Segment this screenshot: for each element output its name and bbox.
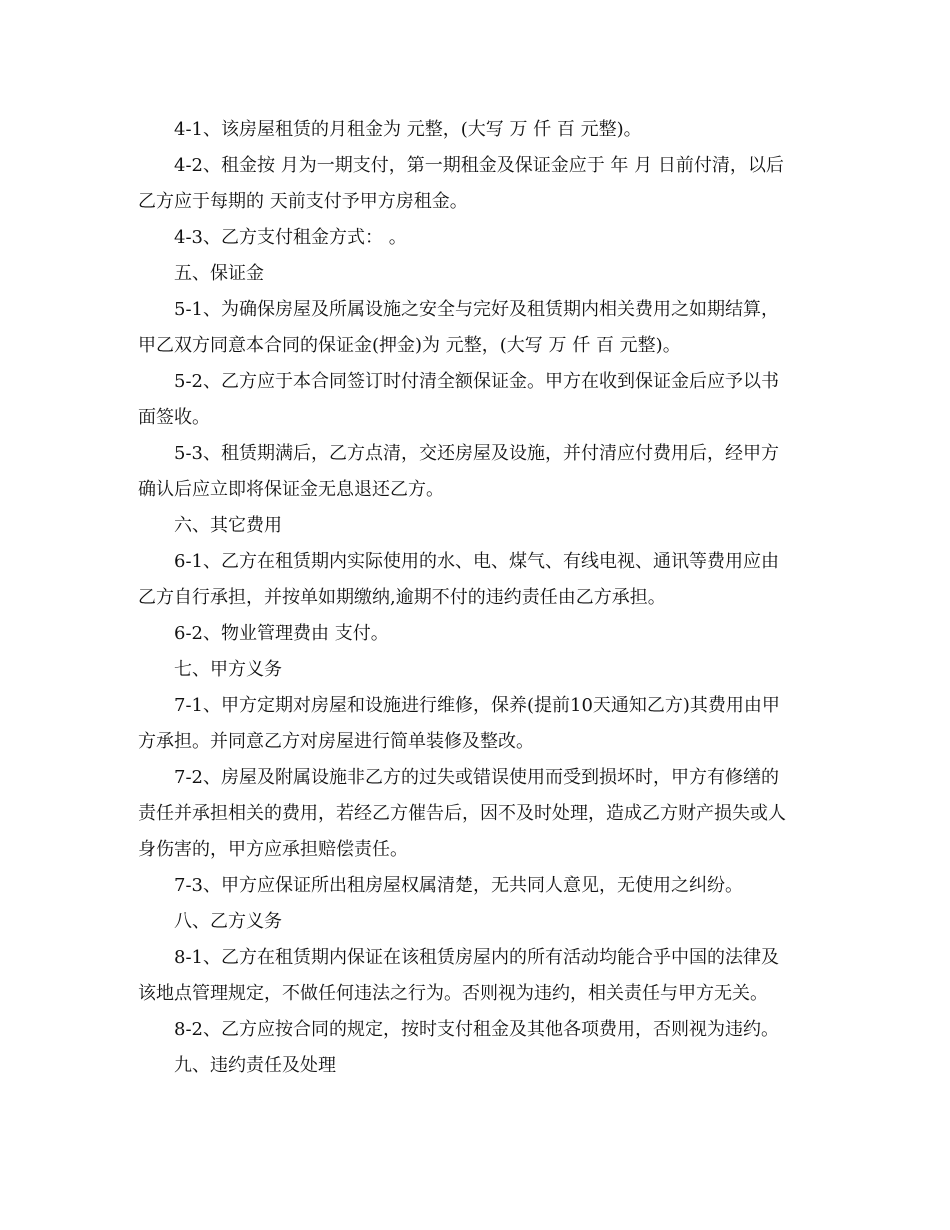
section-heading-party-a-obligations xyxy=(138,652,818,688)
text-line: 面签收。 xyxy=(138,407,210,428)
text-line: 八、乙方义务 xyxy=(174,911,282,932)
text-line: 九、违约责任及处理 xyxy=(174,1055,336,1076)
text-line: 5-2、乙方应于本合同签订时付清全额保证金。甲方在收到保证金后应予以书 xyxy=(174,371,779,392)
text-line: 6-1、乙方在租赁期内实际使用的水、电、煤气、有线电视、通讯等费用应由 xyxy=(174,551,779,572)
clause-5-2 xyxy=(138,364,818,436)
text-line: 6-2、物业管理费由 支付。 xyxy=(174,623,389,644)
document-body xyxy=(138,112,818,1084)
text-line: 责任并承担相关的费用，若经乙方催告后，因不及时处理，造成乙方财产损失或人 xyxy=(138,803,786,824)
text-line: 8-2、乙方应按合同的规定，按时支付租金及其他各项费用，否则视为违约。 xyxy=(174,1019,779,1040)
clause-4-2 xyxy=(138,148,818,220)
clause-7-1 xyxy=(138,688,818,760)
text-line: 身伤害的，甲方应承担赔偿责任。 xyxy=(138,839,408,860)
text-line: 7-3、甲方应保证所出租房屋权属清楚，无共同人意见，无使用之纠纷。 xyxy=(174,875,743,896)
text-line: 该地点管理规定，不做任何违法之行为。否则视为违约，相关责任与甲方无关。 xyxy=(138,983,768,1004)
text-line: 七、甲方义务 xyxy=(174,659,282,680)
text-line: 8-1、乙方在租赁期内保证在该租赁房屋内的所有活动均能合乎中国的法律及 xyxy=(174,947,779,968)
text-line: 甲乙双方同意本合同的保证金(押金)为 元整，(大写 万 仟 百 元整)。 xyxy=(138,335,681,356)
clause-5-1 xyxy=(138,292,818,364)
text-line: 5-3、租赁期满后，乙方点清，交还房屋及设施，并付清应付费用后，经甲方 xyxy=(174,443,779,464)
clause-8-1 xyxy=(138,940,818,1012)
text-line: 五、保证金 xyxy=(174,263,264,284)
text-line: 5-1、为确保房屋及所属设施之安全与完好及租赁期内相关费用之如期结算， xyxy=(174,299,779,320)
clause-5-3 xyxy=(138,436,818,508)
text-line: 4-2、租金按 月为一期支付，第一期租金及保证金应于 年 月 日前付清，以后 xyxy=(174,155,784,176)
clause-8-2 xyxy=(138,1012,818,1048)
text-line: 六、其它费用 xyxy=(174,515,282,536)
text-line: 4-1、该房屋租赁的月租金为 元整，(大写 万 仟 百 元整)。 xyxy=(174,119,642,140)
text-line: 方承担。并同意乙方对房屋进行简单装修及整改。 xyxy=(138,731,534,752)
text-line: 确认后应立即将保证金无息退还乙方。 xyxy=(138,479,444,500)
section-heading-breach-liability xyxy=(138,1048,818,1084)
clause-6-2 xyxy=(138,616,818,652)
clause-4-1 xyxy=(138,112,818,148)
text-line: 7-1、甲方定期对房屋和设施进行维修，保养(提前10天通知乙方)其费用由甲 xyxy=(174,695,780,716)
text-line: 4-3、乙方支付租金方式： 。 xyxy=(174,227,407,248)
section-heading-other-fees xyxy=(138,508,818,544)
text-line: 乙方应于每期的 天前支付予甲方房租金。 xyxy=(138,191,468,212)
clause-4-3 xyxy=(138,220,818,256)
section-heading-party-b-obligations xyxy=(138,904,818,940)
section-heading-deposit xyxy=(138,256,818,292)
clause-7-3 xyxy=(138,868,818,904)
clause-6-1 xyxy=(138,544,818,616)
text-line: 乙方自行承担，并按单如期缴纳,逾期不付的违约责任由乙方承担。 xyxy=(138,587,666,608)
clause-7-2 xyxy=(138,760,818,868)
text-line: 7-2、房屋及附属设施非乙方的过失或错误使用而受到损坏时，甲方有修缮的 xyxy=(174,767,779,788)
